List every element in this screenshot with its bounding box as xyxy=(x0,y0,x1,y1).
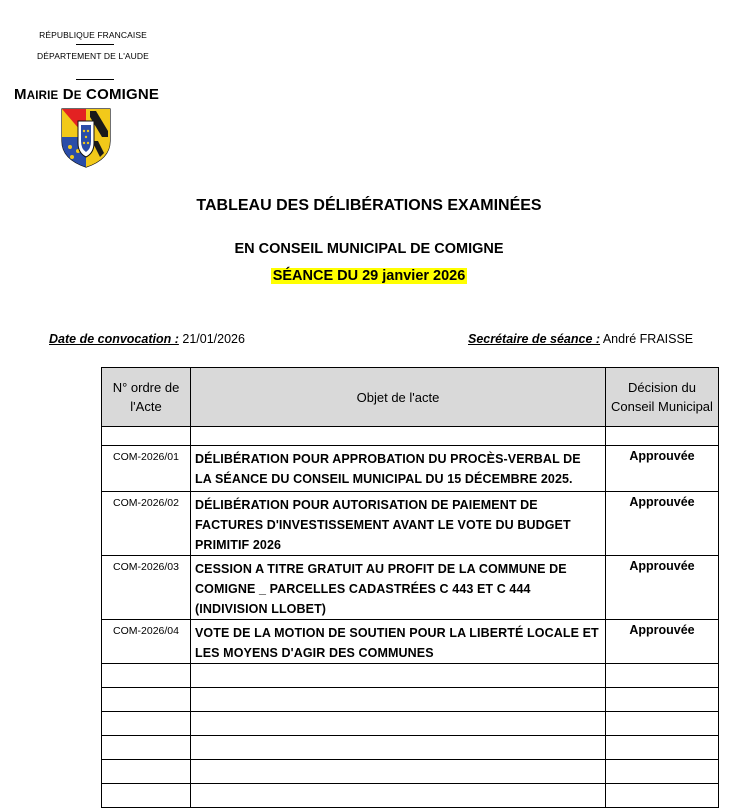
table-row-empty xyxy=(102,760,719,784)
row-object: VOTE DE LA MOTION DE SOUTIEN POUR LA LIBERTÉ LOCALE ET LES MOYENS D'AGIR DES COMMUNES xyxy=(191,620,606,664)
mairie-rest: AIRIE xyxy=(26,90,59,102)
row-number: COM-2026/03 xyxy=(102,556,191,620)
row-decision: Approuvée xyxy=(606,620,719,664)
table-row-empty xyxy=(102,688,719,712)
row-object: DÉLIBÉRATION POUR APPROBATION DU PROCÈS-VERBAL DE LA SÉANCE DU CONSEIL MUNICIPAL DU 15 DÉCEMBRE 2025. xyxy=(191,446,606,492)
table-row-empty xyxy=(102,712,719,736)
department-label: DÉPARTEMENT DE L'AUDE xyxy=(37,51,149,61)
convocation-label: Date de convocation : xyxy=(49,332,179,346)
mairie-title xyxy=(14,86,159,103)
secretary-value: André FRAISSE xyxy=(602,332,694,346)
deliberations-table xyxy=(101,367,719,808)
council-subtitle: EN CONSEIL MUNICIPAL DE COMIGNE xyxy=(234,241,504,257)
secretary-info xyxy=(468,332,693,346)
row-number: COM-2026/02 xyxy=(102,492,191,556)
table-header-row xyxy=(102,368,719,427)
page-title: TABLEAU DES DÉLIBÉRATIONS EXAMINÉES xyxy=(196,197,542,214)
table-row xyxy=(102,492,719,556)
row-number: COM-2026/01 xyxy=(102,446,191,492)
header-divider xyxy=(76,79,114,80)
header-divider xyxy=(76,44,114,45)
convocation-value: 21/01/2026 xyxy=(182,332,245,346)
mairie-de-initial: D xyxy=(62,86,74,103)
coat-of-arms-icon xyxy=(60,107,112,169)
convocation-info xyxy=(49,332,245,346)
table-row xyxy=(102,556,719,620)
row-decision: Approuvée xyxy=(606,492,719,556)
row-object: CESSION A TITRE GRATUIT AU PROFIT DE LA COMMUNE DE COMIGNE _ PARCELLES CADASTRÉES C 443 ET C 444 (INDIVISION LLOBET) xyxy=(191,556,606,620)
session-date-highlight: SÉANCE DU 29 janvier 2026 xyxy=(272,268,466,284)
secretary-label: Secrétaire de séance : xyxy=(468,332,601,346)
republic-label: RÉPUBLIQUE FRANCAISE xyxy=(39,30,147,40)
table-row-empty xyxy=(102,784,719,808)
row-object: DÉLIBÉRATION POUR AUTORISATION DE PAIEMENT DE FACTURES D'INVESTISSEMENT AVANT LE VOTE DU BUDGET PRIMITIF 2026 xyxy=(191,492,606,556)
mairie-initial: M xyxy=(14,86,27,103)
row-decision: Approuvée xyxy=(606,556,719,620)
mairie-de-rest: E xyxy=(73,90,82,102)
header-number: N° ordre de l'Acte xyxy=(102,368,191,427)
header-object: Objet de l'acte xyxy=(191,368,606,427)
header-decision: Décision du Conseil Municipal xyxy=(606,368,719,427)
table-row xyxy=(102,446,719,492)
table-row xyxy=(102,620,719,664)
session-date-heading xyxy=(0,268,738,284)
mairie-name: COMIGNE xyxy=(86,86,160,103)
table-row-empty xyxy=(102,736,719,760)
row-number: COM-2026/04 xyxy=(102,620,191,664)
table-row-empty xyxy=(102,664,719,688)
table-row-empty xyxy=(102,427,719,446)
row-decision: Approuvée xyxy=(606,446,719,492)
